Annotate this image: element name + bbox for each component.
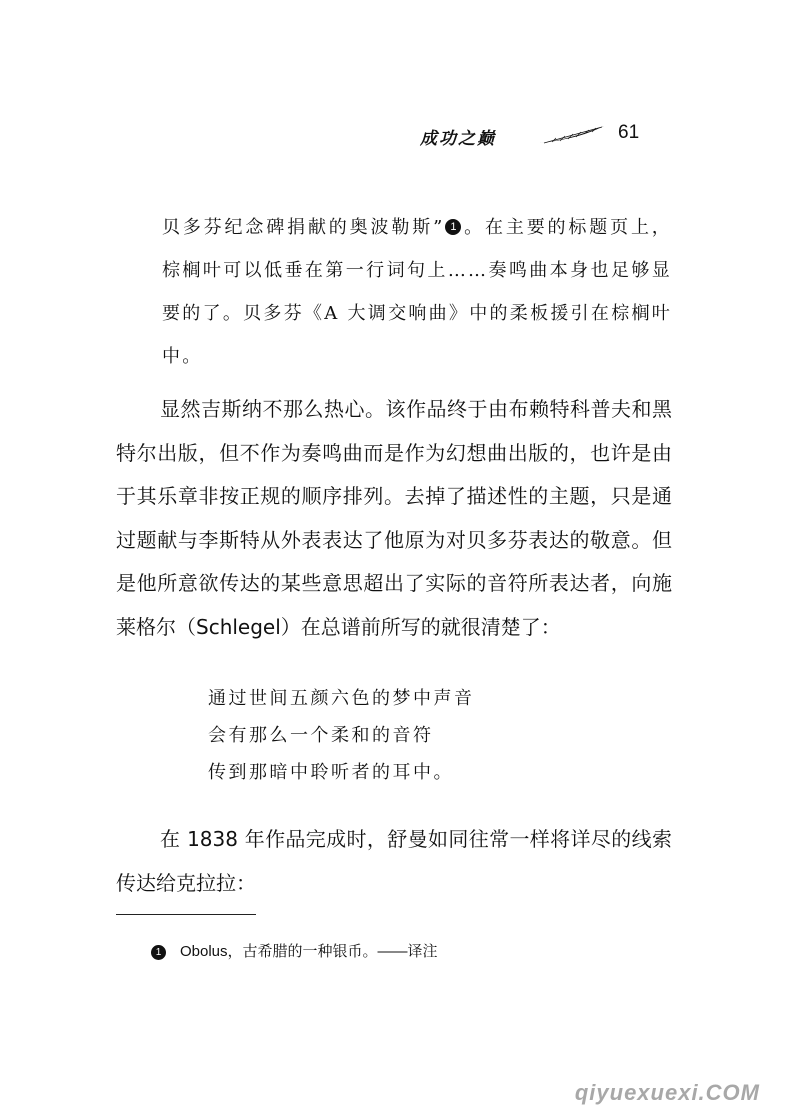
body-paragraph-1 (116, 388, 672, 649)
running-header (420, 124, 660, 154)
footnote (150, 940, 438, 961)
quoted-letter-text (162, 206, 672, 378)
page-number: 61 (618, 122, 640, 143)
feather-ornament-icon (538, 124, 608, 146)
quoted-text-before-marker: 贝多芬纪念碑捐献的奥波勒斯” (162, 217, 445, 238)
poem-line: 通过世间五颜六色的梦中声音 (208, 688, 475, 709)
quoted-text-after-marker: 。在主要的标题页上，棕榈叶可以低垂在第一行词句上……奏鸣曲本身也足够显要的了。贝多芬《A 大调交响曲》中的柔板援引在棕榈叶中。 (162, 217, 672, 367)
running-header-title: 成功之巅 (420, 129, 496, 149)
footnote-text: Obolus，古希腊的一种银币。——译注 (180, 943, 438, 960)
poem-line: 会有那么一个柔和的音符 (208, 725, 434, 746)
footnote-divider (116, 914, 256, 915)
poem-line: 传到那暗中聆听者的耳中。 (208, 762, 454, 783)
footnote-reference-marker: 1 (445, 219, 461, 235)
poem-epigraph (208, 680, 475, 791)
body-paragraph-1-text: 显然吉斯纳不那么热心。该作品终于由布赖特科普夫和黑特尔出版，但不作为奏鸣曲而是作为幻想曲出版的，也许是由于其乐章非按正规的顺序排列。去掉了描述性的主题，只是通过题献与李斯特从外表表达了他原为对贝多芬表达的敬意。但是他所意欲传达的某些意思超出了实际的音符所表达者，向施莱格尔（Schlegel）在总谱前所写的就很清楚了： (116, 397, 672, 639)
site-watermark: qiyuexuexi.COM (574, 1080, 760, 1105)
body-paragraph-2-text: 在 1838 年作品完成时，舒曼如同往常一样将详尽的线索传达给克拉拉： (116, 827, 672, 895)
footnote-marker: 1 (151, 945, 166, 960)
body-paragraph-2 (116, 818, 672, 905)
quoted-letter-block (162, 206, 672, 378)
